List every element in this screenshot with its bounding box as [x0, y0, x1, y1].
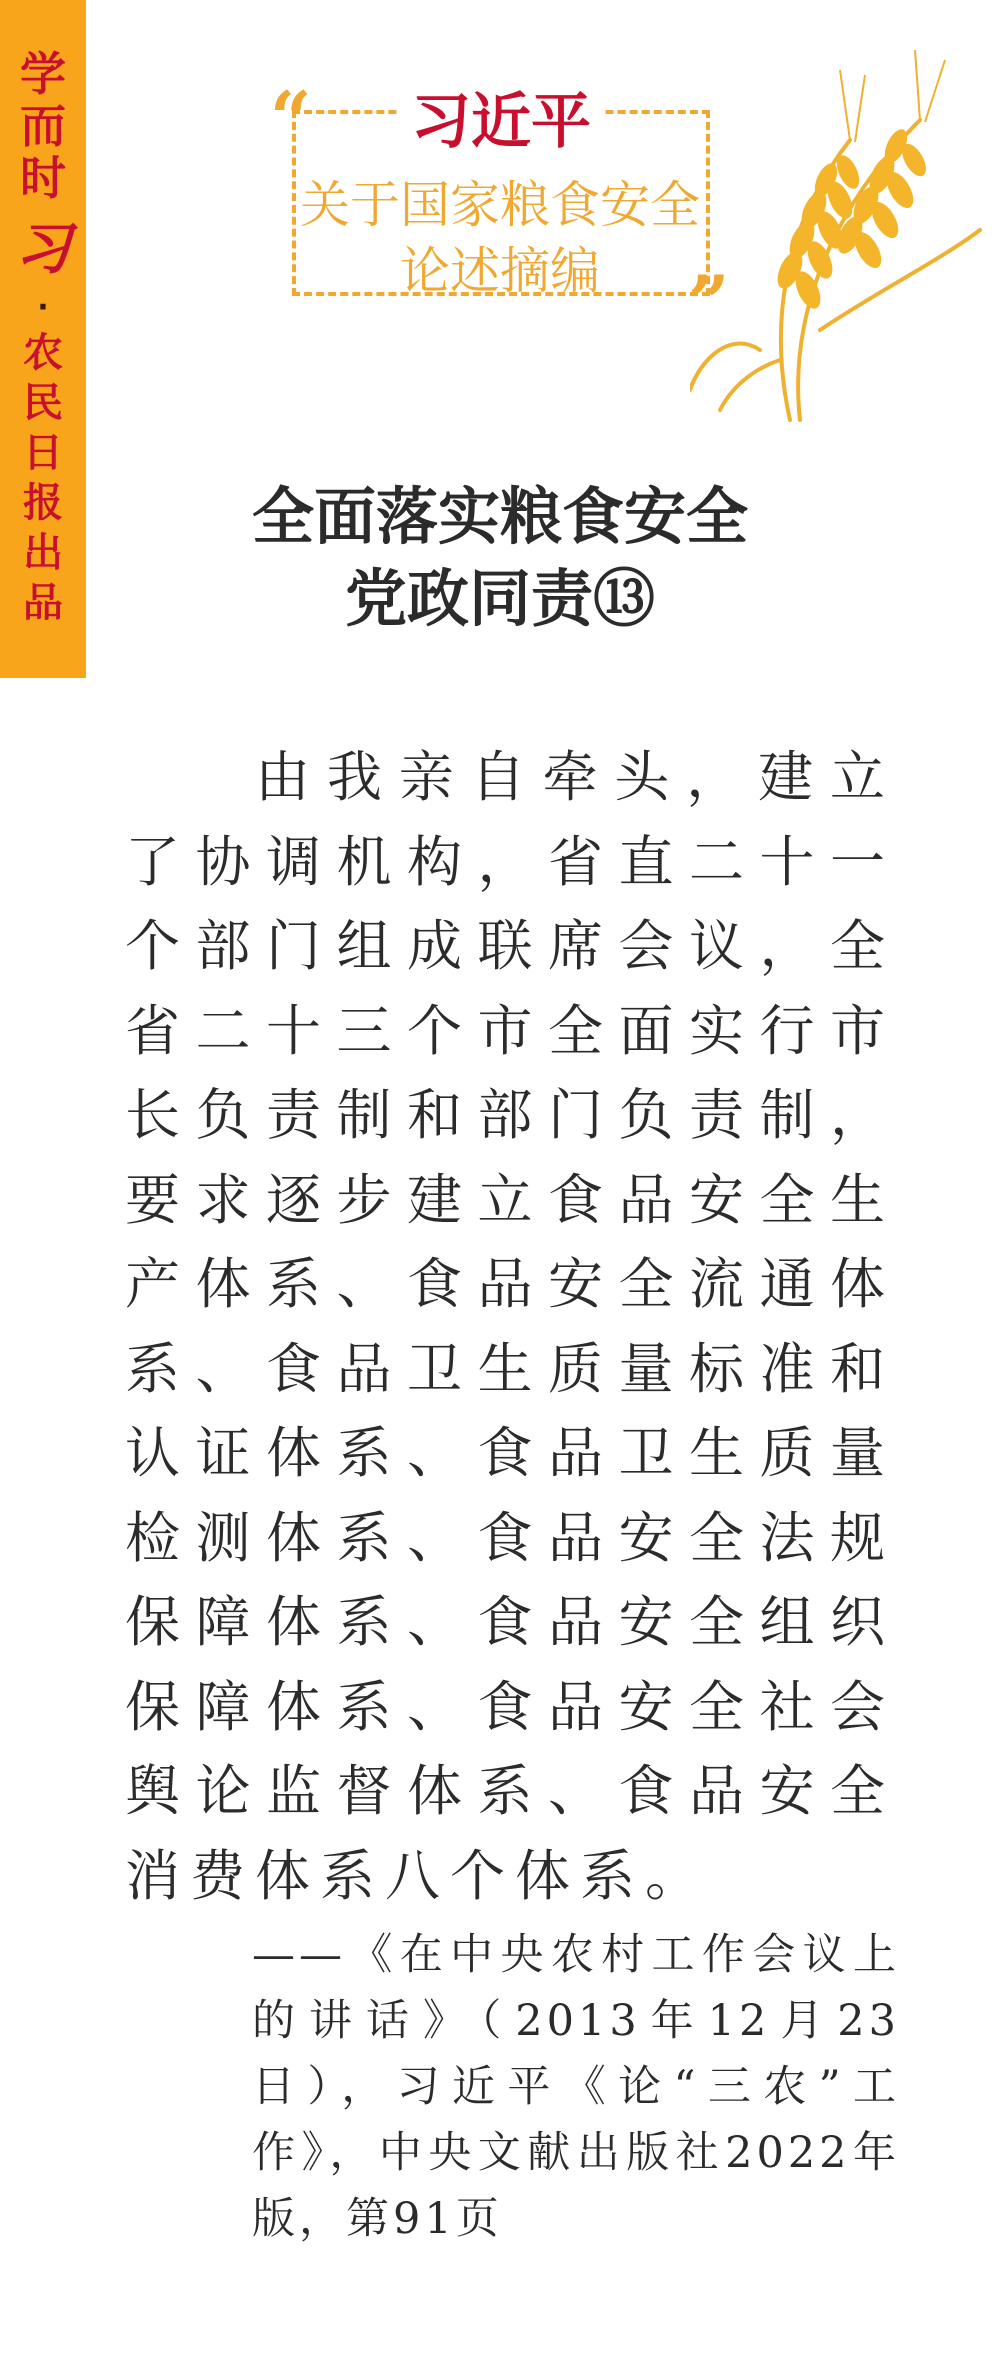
- article-source-citation: ——《在中央农村工作会议上的讲话》（2013年12月23日），习近平《论“三农”工作》，中央文献出版社2022年版，第91页: [252, 1930, 900, 2244]
- side-banner-xi-logo: 习: [15, 216, 71, 282]
- article-title-line2: 党政同责⑬: [344, 562, 655, 635]
- article-body: 由我亲自牵头，建立了协调机构，省直二十一个部门组成联席会议，全省二十三个市全面实行市长负责制和部门负责制，要求逐步建立食品安全生产体系、食品安全流通体系、食品卫生质量标准和认证体系、食品卫生质量检测体系、食品安全法规保障体系、食品安全组织保障体系、食品安全社会舆论监督体系、食品安全消费体系八个体系。: [125, 745, 895, 1908]
- side-banner-char: 时: [20, 151, 66, 205]
- article-title: [0, 476, 1000, 640]
- header-subtitle-line2: 论述摘编: [400, 242, 600, 300]
- header-subtitle: [250, 172, 750, 304]
- close-quote-mark: ”: [688, 259, 730, 344]
- side-banner-dot: ·: [37, 290, 49, 325]
- side-banner-char: 报: [23, 480, 63, 526]
- header-subtitle-line1: 关于国家粮食安全: [300, 176, 700, 234]
- side-banner-char: 出: [23, 530, 63, 576]
- header-name: [292, 82, 710, 162]
- side-banner-char: 日: [23, 430, 63, 476]
- side-banner-char: 品: [23, 580, 63, 626]
- side-banner-char: 学: [20, 47, 66, 101]
- wheat-icon: [690, 30, 990, 430]
- side-banner-char: 农: [23, 330, 63, 376]
- header-name-text: 习近平: [397, 87, 605, 157]
- side-banner-char: 民: [23, 380, 63, 426]
- side-banner-char: 而: [20, 99, 66, 153]
- article-title-line1: 全面落实粮食安全: [251, 480, 748, 553]
- open-quote-mark: “: [270, 75, 312, 160]
